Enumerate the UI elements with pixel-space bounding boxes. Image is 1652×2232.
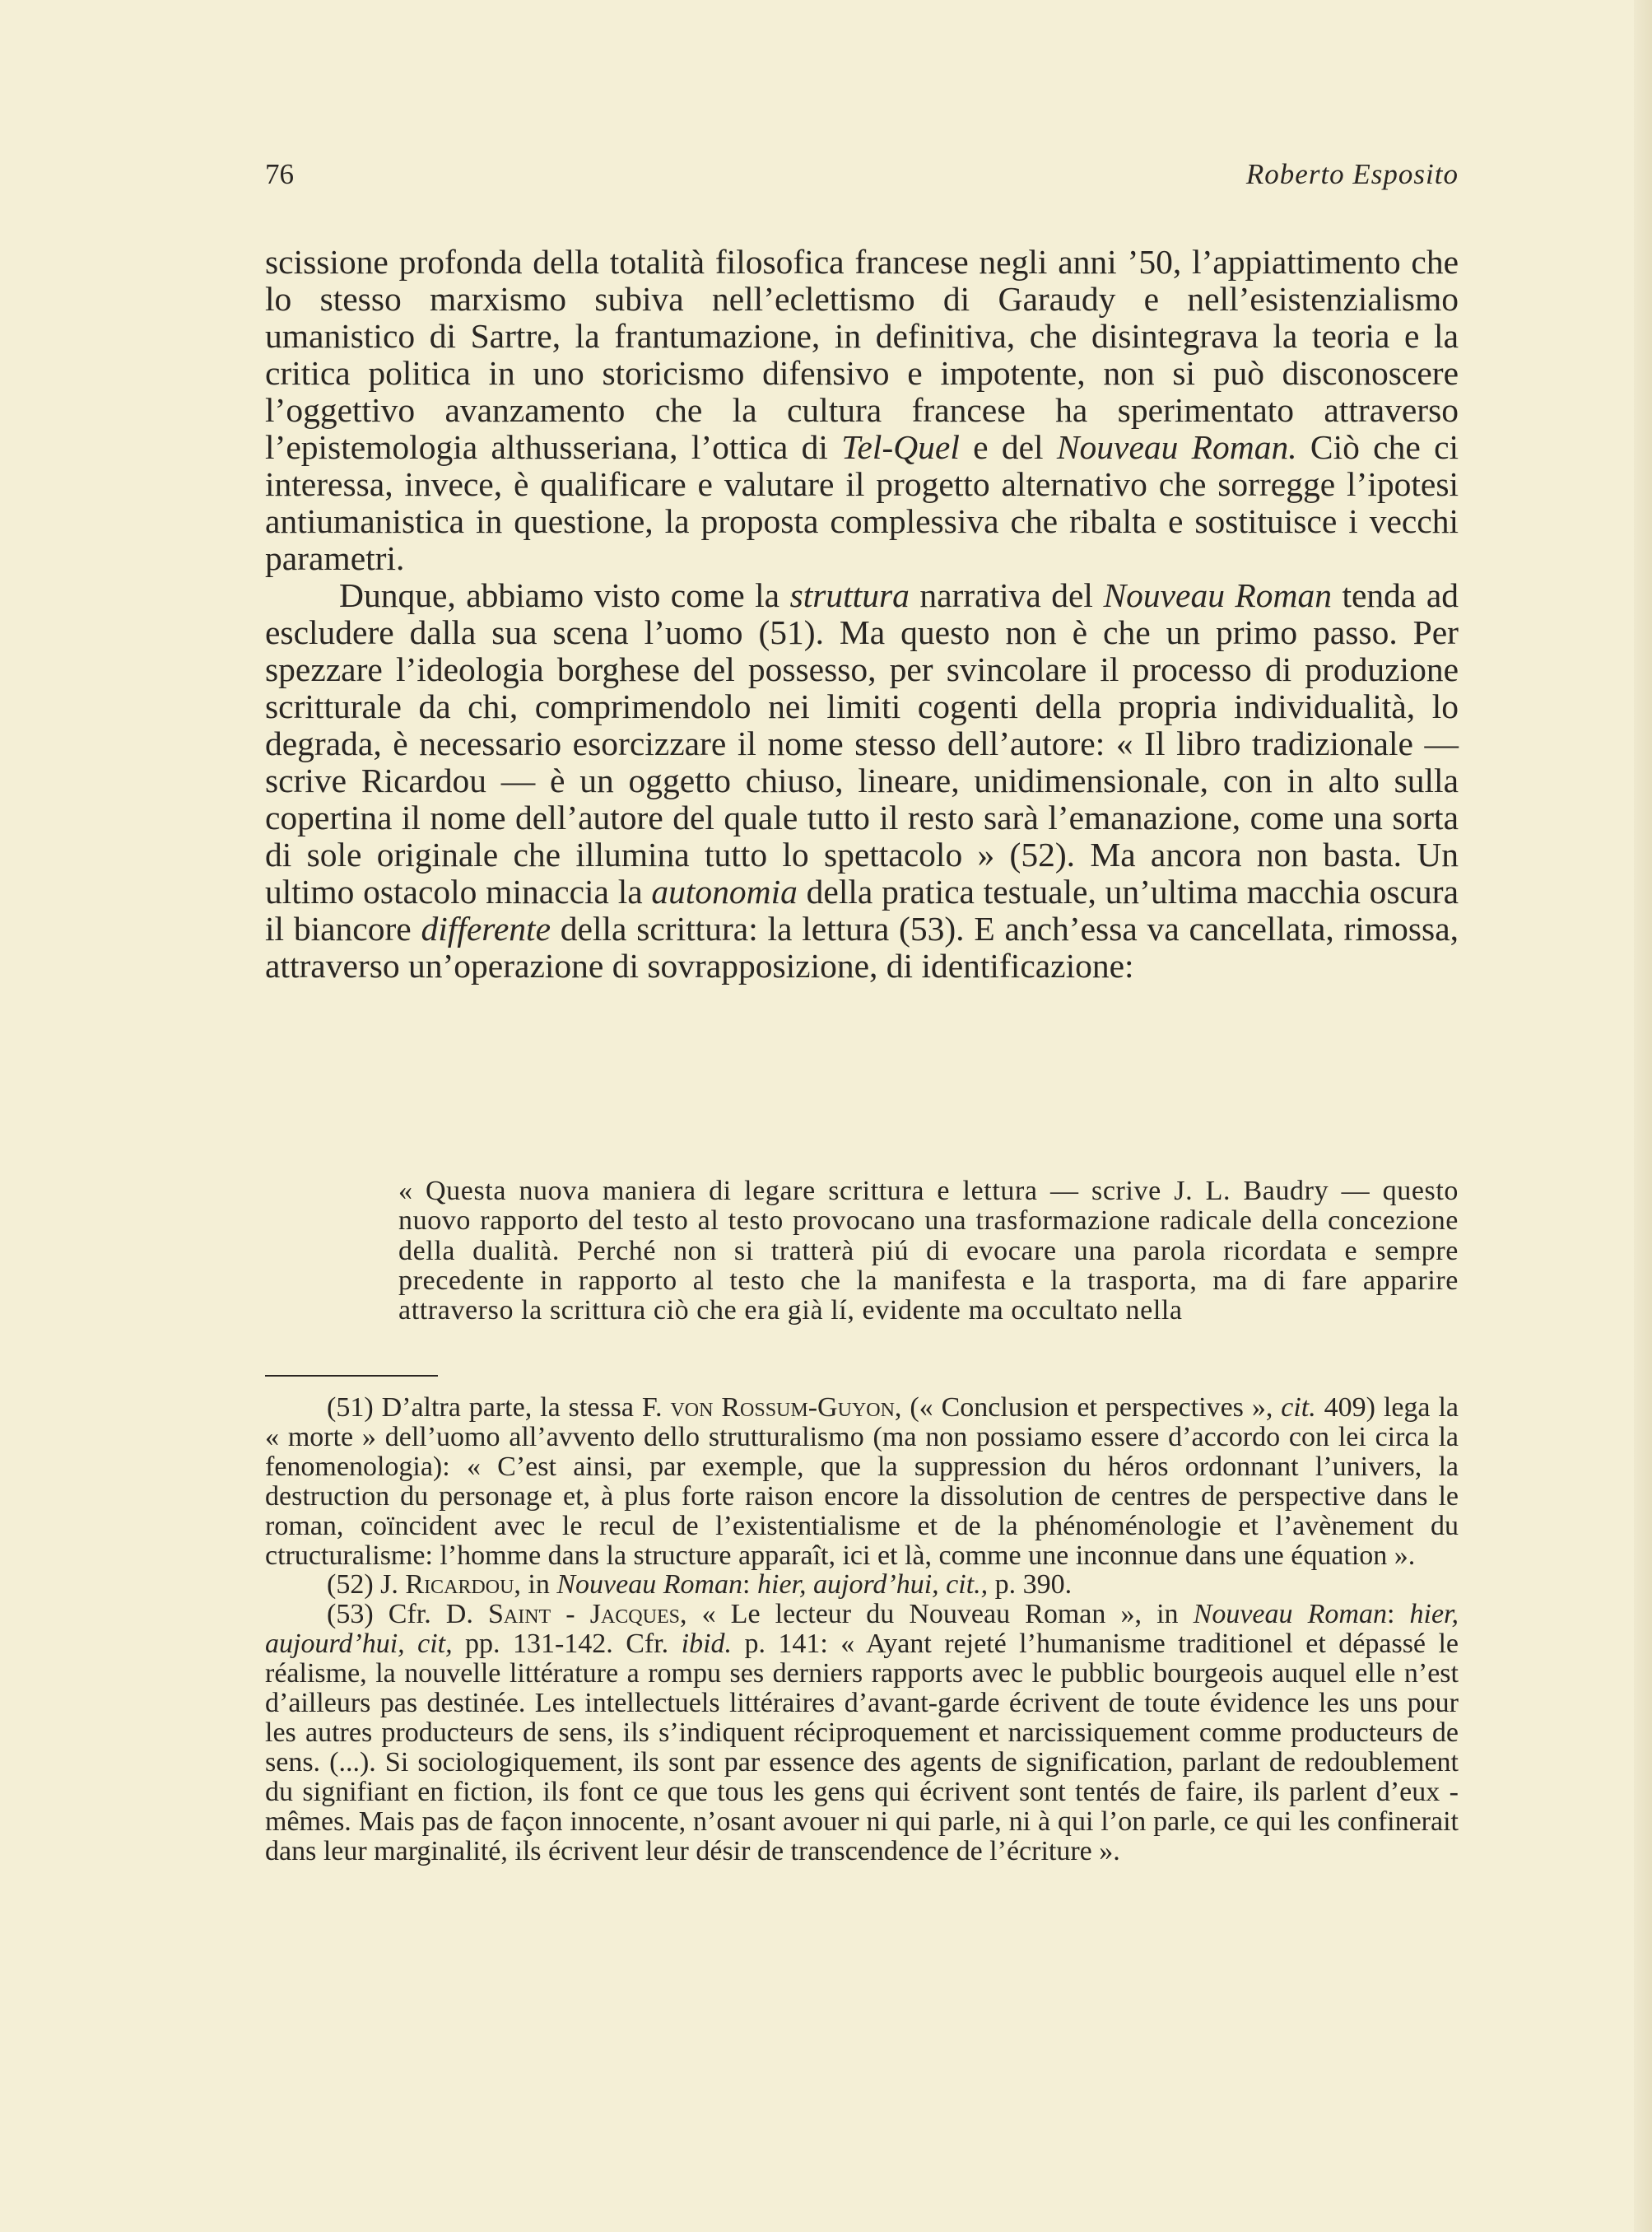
italic-differente: differente: [421, 910, 551, 948]
italic-nouveau-roman: Nouveau Roman: [1103, 576, 1332, 614]
footnote-52: (52) J. Ricardou, in Nouveau Roman: hier, aujord’hui, cit., p. 390.: [327, 1569, 1073, 1601]
footnotes: [265, 1393, 1459, 1866]
italic-nouveau-roman: Nouveau Roman.: [1056, 428, 1297, 466]
main-text: [265, 244, 1459, 985]
page-number: 76: [265, 158, 294, 190]
italic-tel-quel: Tel-Quel: [841, 428, 960, 466]
page-edge-shadow: [1634, 0, 1652, 2232]
block-quote: [398, 1177, 1459, 1326]
paragraph-1: scissione profonda della totalità filosofica francese negli anni ’50, l’appiattimento che lo stesso marxismo subiva nell’eclettismo di Garaudy e nell’esistenzialismo umanistico di Sartre, la frantumazione, in definitiva, che disintegrava la teoria e la critica politica in uno storicismo difensivo e impotente, non si può disconoscere l’oggettivo avanzamento che la cultura francese ha sperimentato attraverso l’epistemologia althusseriana, l’ottica di Tel-Quel e del Nouveau Roman. Ciò che ci interessa, invece, è qualificare e valutare il progetto alternativo che sorregge l’ipotesi antiumanistica in questione, la proposta complessiva che ribalta e sostituisce i vecchi parametri.: [265, 243, 1459, 577]
footnote-53: (53) Cfr. D. Saint - Jacques, « Le lecteur du Nouveau Roman », in Nouveau Roman: hier, aujourd’hui, cit, pp. 131-142. Cfr. ibid. p. 141: « Ayant rejeté l’humanisme traditionel et dépassé le réalisme, la nouvelle littérature a rompu ses derniers rapports avec le pubblic bourgeois auquel elle n’est d’ailleurs pas destinée. Les intellectuels littéraires d’avant-garde écrivent de toute évidence les uns pour les autres producteurs de sens, ils s’indiquent réciproquement et narcissiquement comme producteurs de sens. (...). Si sociologiquement, ils sont par essence des agents de signification, parlant de redoublement du signifiant en fiction, ils font ce que tous les gens qui écrivent sont tentés de faire, ils parlent d’eux - mêmes. Mais pas de façon innocente, n’osant avouer ni qui parle, ni à qui l’on parle, ce qui les confinerait dans leur marginalité, ils écrivent leur désir de transcendence de l’écriture ».: [265, 1599, 1459, 1866]
footnote-51: (51) D’altra parte, la stessa F. von Rossum-Guyon, (« Conclusion et perspectives », cit. 409) lega la « morte » dell’uomo all’avvento dello strutturalismo (ma non possiamo essere d’accordo con lei circa la fenomenologia): « C’est ainsi, par exemple, que la suppression du héros ordonnant l’univers, la destruction du personage et, à plus forte raison encore la dissolution de centres de perspective dans le roman, coïncident avec le recul de l’existentialisme et de la phénoménologie et l’avènement du ctructuralisme: l’homme dans la structure apparaît, ici et là, comme une inconnue dans une équation ».: [265, 1392, 1459, 1571]
paragraph-2: Dunque, abbiamo visto come la struttura narrativa del Nouveau Roman tenda ad escludere dalla sua scena l’uomo (51). Ma questo non è che un primo passo. Per spezzare l’ideologia borghese del possesso, per svincolare il processo di produzione scritturale da chi, comprimendolo nei limiti cogenti della propria individualità, lo degrada, è necessario esorcizzare il nome stesso dell’autore: « Il libro tradizionale — scrive Ricardou — è un oggetto chiuso, lineare, unidimensionale, con in alto sulla copertina il nome dell’autore del quale tutto il resto sarà l’emanazione, come una sorta di sole originale che illumina tutto lo spettacolo » (52). Ma ancora non basta. Un ultimo ostacolo minaccia la autonomia della pratica testuale, un’ultima macchia oscura il biancore differente della scrittura: la lettura (53). E anch’essa va cancellata, rimossa, attraverso un’operazione di sovrapposizione, di identificazione:: [265, 576, 1459, 985]
footnote-separator: [265, 1375, 438, 1377]
italic-autonomia: autonomia: [651, 873, 798, 911]
running-head-author: Roberto Esposito: [1245, 158, 1459, 190]
italic-struttura: struttura: [789, 576, 910, 614]
quote-text: « Questa nuova maniera di legare scrittura e lettura — scrive J. L. Baudry — questo nuovo rapporto del testo al testo provocano una trasformazione radicale della concezione della dualità. Perché non si tratterà piú di evocare una parola ricordata e sempre precedente in rapporto al testo che la manifesta e la trasporta, ma di fare apparire attraverso la scrittura ciò che era già lí, evidente ma occultato nella: [398, 1176, 1459, 1326]
page-header: [265, 158, 1459, 199]
